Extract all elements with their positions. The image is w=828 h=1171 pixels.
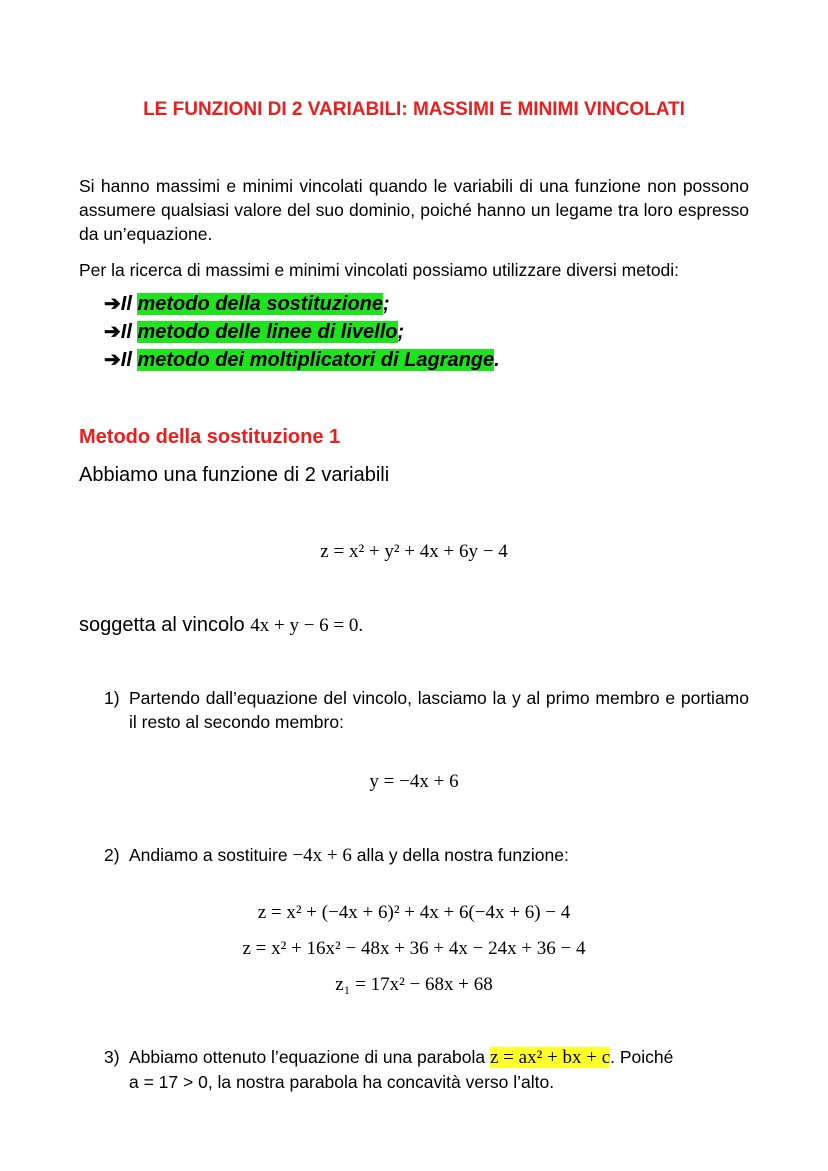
- step-text: [129, 843, 749, 868]
- step-text-line2: a = 17 > 0, la nostra parabola ha concavità verso l’alto.: [129, 1072, 555, 1092]
- intro-paragraph: Si hanno massimi e minimi vincolati quando le variabili di una funzione non possono assumere qualsiasi valore del suo dominio, poiché hanno un legame tra loro espresso da un’equazione.: [79, 176, 749, 244]
- arrow-right-icon: ➔: [104, 349, 121, 371]
- step-number: 3): [104, 1047, 120, 1067]
- step2-equation: z = x² + (−4x + 6)² + 4x + 6(−4x + 6) − 4: [257, 902, 571, 923]
- constraint-line: [79, 614, 363, 637]
- step-number: 1): [104, 688, 120, 708]
- method-name: metodo della sostituzione: [137, 293, 384, 315]
- method-article: Il: [120, 321, 138, 343]
- arrow-right-icon: ➔: [104, 321, 121, 343]
- section-title: Metodo della sostituzione 1: [79, 426, 341, 448]
- step-item: [104, 686, 749, 734]
- step-text-after: alla y della nostra funzione:: [356, 845, 569, 865]
- step-text-after: . Poiché: [610, 1047, 674, 1067]
- function-intro: Abbiamo una funzione di 2 variabili: [79, 464, 390, 486]
- function-equation: z = x² + y² + 4x + 6y − 4: [320, 541, 508, 562]
- methods-intro: Per la ricerca di massimi e minimi vincolati possiamo utilizzare diversi metodi:: [79, 260, 680, 280]
- method-article: Il: [120, 349, 138, 371]
- method-item: [104, 318, 404, 346]
- method-end: ;: [383, 293, 390, 315]
- step-text: [129, 1045, 749, 1094]
- method-article: Il: [120, 293, 138, 315]
- step-expression: −4x + 6: [292, 845, 352, 866]
- method-item: [104, 346, 500, 374]
- step-number: 2): [104, 845, 120, 865]
- step-text-before: Abbiamo ottenuto l’equazione di una parabola: [129, 1047, 486, 1067]
- method-name: metodo dei moltiplicatori di Lagrange: [137, 349, 495, 371]
- step2-equation: z = x² + 16x² − 48x + 36 + 4x − 24x + 36 − 4: [242, 938, 586, 959]
- parabola-expression: z = ax² + bx + c: [489, 1047, 611, 1068]
- method-end: ;: [397, 321, 405, 343]
- step-item: [104, 1045, 749, 1094]
- method-name: metodo delle linee di livello: [137, 321, 398, 343]
- constraint-equation: 4x + y − 6 = 0.: [250, 615, 364, 636]
- step-text: Partendo dall’equazione del vincolo, lasciamo la y al primo membro e portiamo il resto al secondo membro:: [129, 688, 749, 732]
- page-title: LE FUNZIONI DI 2 VARIABILI: MASSIMI E MINIMI VINCOLATI: [143, 99, 685, 120]
- step-item: [104, 843, 749, 868]
- step-text-before: Andiamo a sostituire: [129, 845, 288, 865]
- constraint-label: soggetta al vincolo: [79, 614, 245, 636]
- step1-equation: y = −4x + 6: [369, 771, 459, 792]
- method-end: .: [494, 349, 500, 371]
- method-item: [104, 290, 390, 318]
- arrow-right-icon: ➔: [104, 293, 121, 315]
- step2-equation: z₁ = 17x² − 68x + 68: [335, 974, 493, 995]
